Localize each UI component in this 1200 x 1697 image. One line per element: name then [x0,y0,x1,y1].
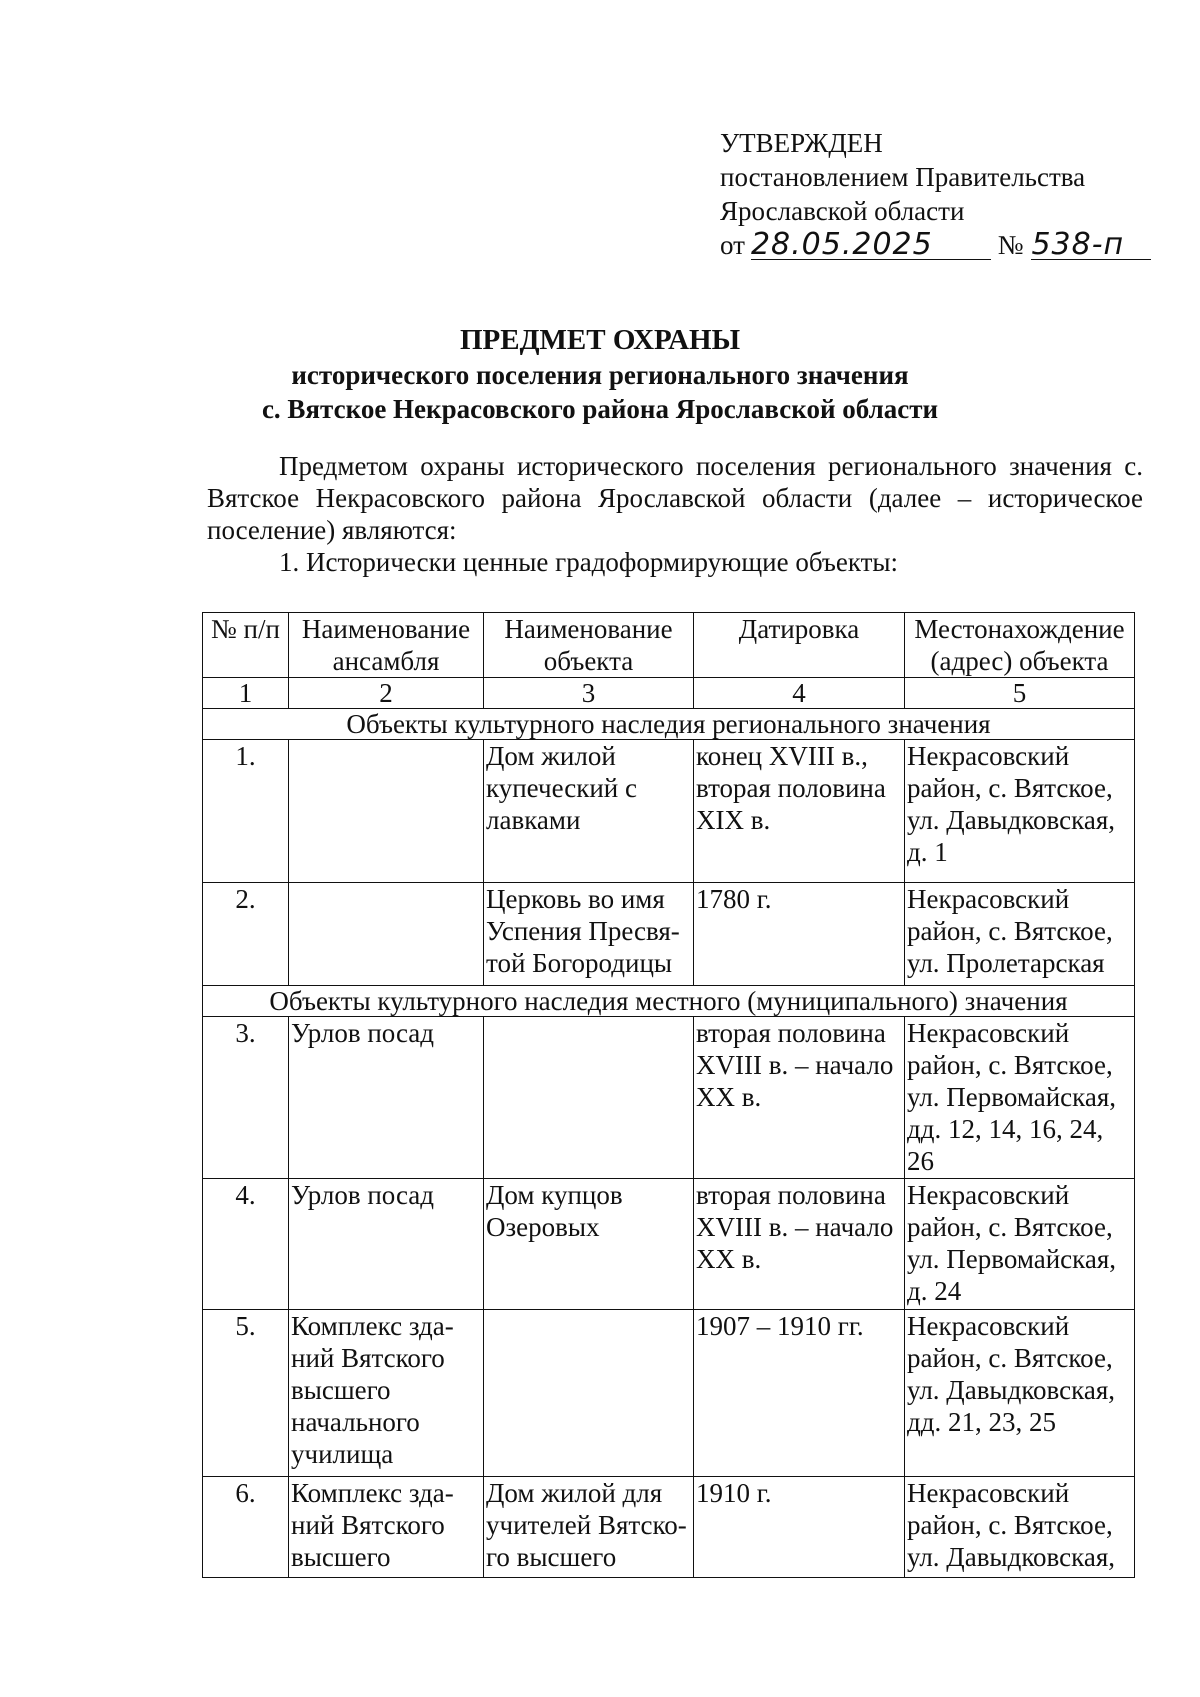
section-title: Объекты культурного наследия местного (муниципального) значения [203,986,1135,1017]
table-row [203,1310,1135,1477]
column-number-row [203,678,1135,709]
approval-stamp [720,126,1151,262]
row-number: 3. [203,1017,289,1179]
document-title: ПРЕДМЕТ ОХРАНЫ [459,324,741,356]
table-row [203,883,1135,986]
col-number: 4 [694,678,905,709]
col-number: 2 [289,678,484,709]
col-number: 3 [484,678,694,709]
table-header-row [203,613,1135,678]
document-subtitle-2: с. Вятское Некрасовского района Ярославской области [261,394,939,424]
row-ensemble: Урлов посад [289,1017,484,1179]
handwritten-number: 538-п [1031,231,1151,260]
row-address: Некрасовский район, с. Вятское, ул. Первомайская, д. 24 [905,1179,1135,1310]
row-number: 2. [203,883,289,986]
row-date: 1907 – 1910 гг. [694,1310,905,1477]
row-address: Некрасовский район, с. Вятское, ул. Давыдковская, дд. 21, 23, 25 [905,1310,1135,1477]
row-address: Некрасовский район, с. Вятское, ул. Давыдковская, [905,1477,1135,1578]
row-number: 5. [203,1310,289,1477]
approval-line-3: Ярославской области [720,196,965,226]
row-ensemble: Урлов посад [289,1179,484,1310]
header-no: № п/п [203,613,289,678]
table-row [203,1179,1135,1310]
header-date: Датировка [694,613,905,678]
row-object: Церковь во имя Успения Пресвя-той Богородицы [484,883,694,986]
row-date: вторая половина XVIII в. – начало XX в. [694,1179,905,1310]
approval-heading: УТВЕРЖДЕН [720,128,883,158]
section-row-local [203,986,1135,1017]
row-number: 1. [203,740,289,883]
row-object: Дом жилой для учителей Вятско-го высшего [484,1477,694,1578]
row-date: вторая половина XVIII в. – начало XX в. [694,1017,905,1179]
row-ensemble: Комплекс зда-ний Вятского высшего [289,1477,484,1578]
section-row-regional [203,709,1135,740]
approval-line-2: постановлением Правительства [720,162,1086,192]
col-number: 1 [203,678,289,709]
col-number: 5 [905,678,1135,709]
objects-table [202,612,1135,1578]
row-date: 1780 г. [694,883,905,986]
number-prefix: № [997,230,1024,260]
handwritten-date: 28.05.2025 [751,231,991,260]
table-row [203,1477,1135,1578]
approval-date-line [720,228,1151,262]
row-number: 4. [203,1179,289,1310]
document-subtitle-1: исторического поселения регионального значения [291,360,909,390]
header-object: Наименование объекта [484,613,694,678]
row-date: 1910 г. [694,1477,905,1578]
date-prefix: от [720,230,745,260]
section-title: Объекты культурного наследия регионального значения [203,709,1135,740]
table-row [203,1017,1135,1179]
row-object [484,1310,694,1477]
row-address: Некрасовский район, с. Вятское, ул. Давыдковская, д. 1 [905,740,1135,883]
table-row [203,740,1135,883]
header-ensemble: Наименование ансамбля [289,613,484,678]
row-date: конец XVIII в., вторая половина XIX в. [694,740,905,883]
row-object: Дом купцов Озеровых [484,1179,694,1310]
header-address: Местонахождение (адрес) объекта [905,613,1135,678]
list-item-heading: 1. Исторически ценные градоформирующие объекты: [279,547,899,577]
row-address: Некрасовский район, с. Вятское, ул. Первомайская, дд. 12, 14, 16, 24, 26 [905,1017,1135,1179]
row-ensemble: Комплекс зда-ний Вятского высшего начального училища [289,1310,484,1477]
row-object: Дом жилой купеческий с лавками [484,740,694,883]
row-ensemble [289,883,484,986]
row-ensemble [289,740,484,883]
row-address: Некрасовский район, с. Вятское, ул. Пролетарская [905,883,1135,986]
row-object [484,1017,694,1179]
row-number: 6. [203,1477,289,1578]
intro-paragraph: Предметом охраны исторического поселения регионального значения с. Вятское Некрасовского района Ярославской области (далее – историческое поселение) являются: [207,451,1143,545]
